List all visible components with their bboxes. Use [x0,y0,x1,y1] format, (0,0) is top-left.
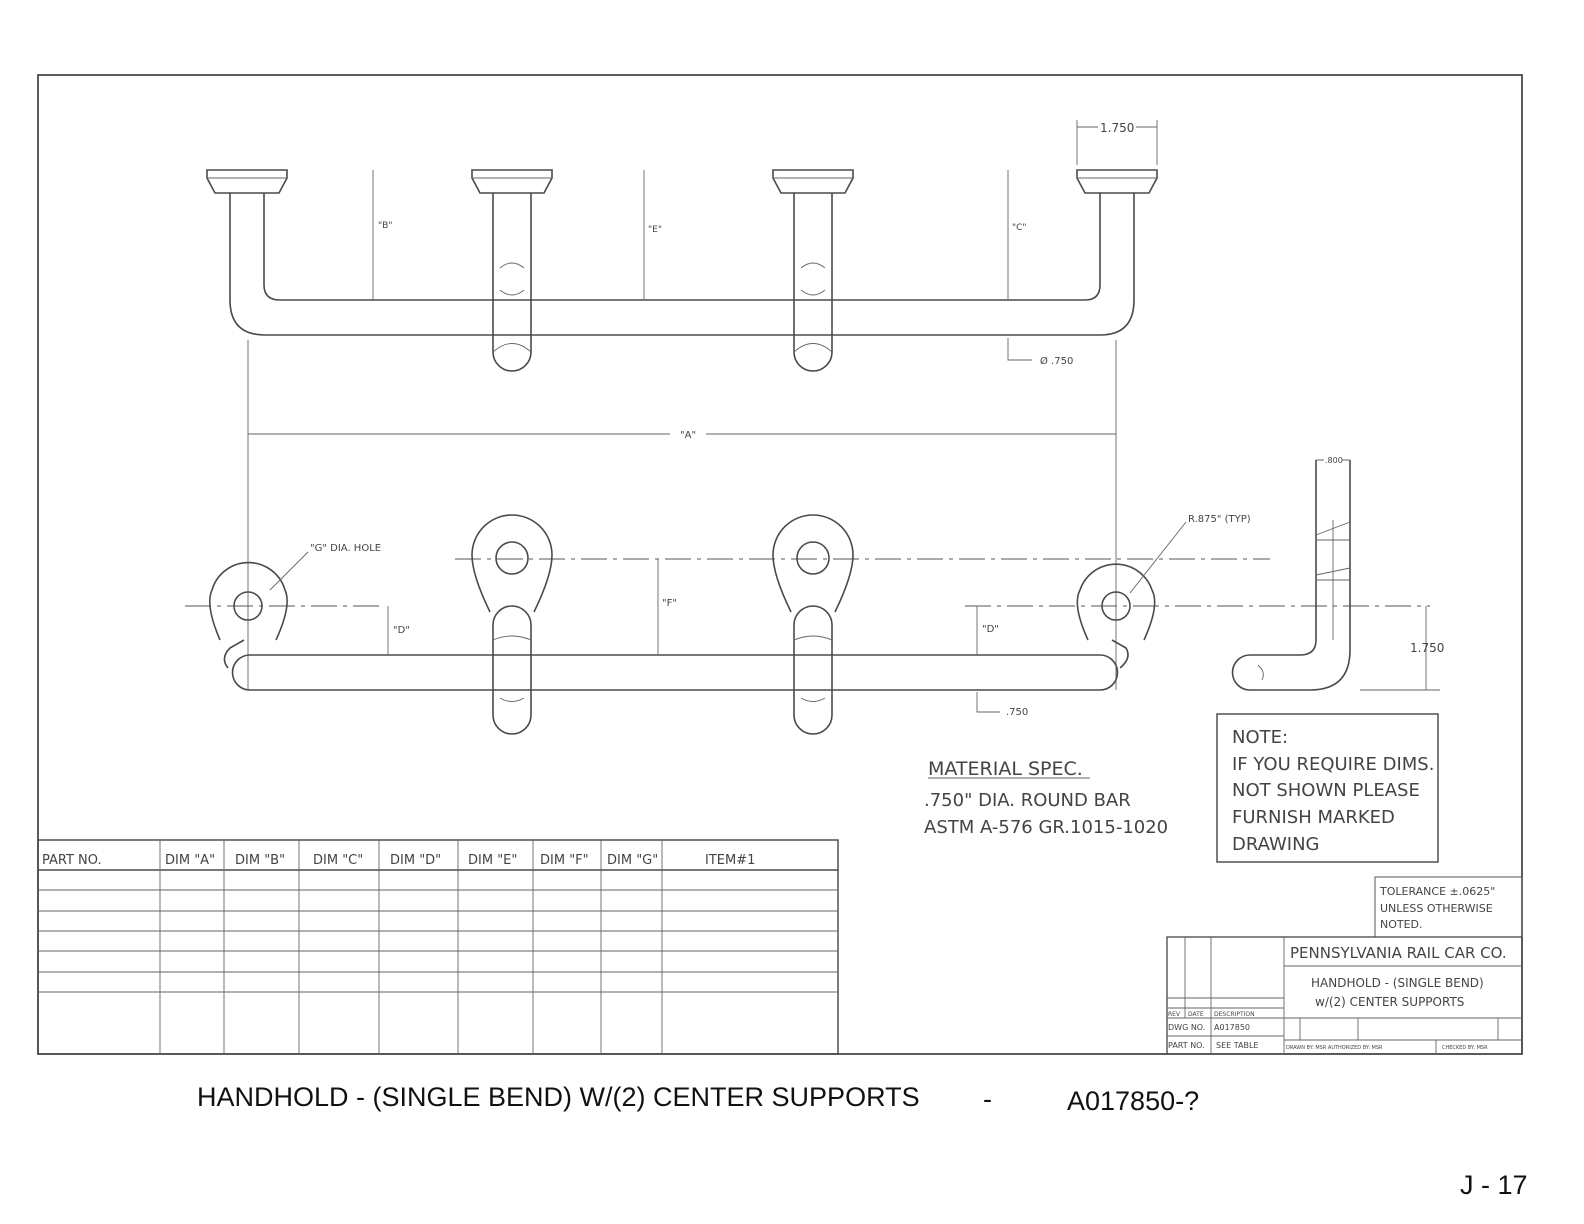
material-line1: .750" DIA. ROUND BAR [924,790,1131,811]
svg-text:TOLERANCE ±.0625": TOLERANCE ±.0625" [1380,885,1496,898]
company-name: PENNSYLVANIA RAIL CAR CO. [1290,944,1507,962]
part-no-label: PART NO. [1168,1041,1205,1050]
checked-by: CHECKED BY: MSR [1442,1045,1488,1051]
svg-text:NOTED.: NOTED. [1380,918,1423,931]
top-view [207,120,1157,371]
table-header: DIM "E" [468,853,518,868]
drawing-title-2: w/(2) CENTER SUPPORTS [1315,995,1465,1009]
dim-f: "F" [662,598,677,609]
dim-c: "C" [1012,223,1027,233]
dim-d-left: "D" [393,625,410,636]
note-line: IF YOU REQUIRE DIMS. [1232,754,1435,775]
table-header: DIM "C" [313,853,364,868]
dwg-no-label: DWG NO. [1168,1023,1206,1032]
table-header: ITEM#1 [705,853,756,868]
dim-1750-side: 1.750 [1410,641,1445,655]
table-header: DIM "F" [540,853,589,868]
material-title: MATERIAL SPEC. [928,758,1083,780]
caption-dash: - [983,1084,992,1114]
page-number: J - 17 [1460,1170,1528,1200]
parts-table [38,840,838,1054]
svg-text:"A": "A" [680,430,697,441]
table-header: DIM "B" [235,853,286,868]
table-header: DIM "D" [390,853,442,868]
table-header: PART NO. [42,853,102,868]
dwg-no-value: A017850 [1214,1023,1251,1032]
front-view [185,514,1430,734]
dim-e: "E" [648,225,662,235]
date-label: DATE [1188,1011,1204,1018]
note-line: NOT SHOWN PLEASE [1232,780,1420,801]
drawing-title-1: HANDHOLD - (SINGLE BEND) [1311,976,1484,990]
dim-1750-top: 1.750 [1100,121,1135,135]
tolerance-box [1375,877,1522,937]
drawn-by: DRAWN BY: MSR AUTHORIZED BY: MSR [1286,1045,1383,1051]
caption-number: A017850-? [1067,1086,1200,1116]
dim-a [248,340,1116,690]
side-view [1233,456,1445,690]
dim-800: .800 [1325,456,1343,465]
rev-label: REV [1168,1011,1181,1018]
label-g-hole: "G" DIA. HOLE [310,543,382,554]
svg-text:UNLESS OTHERWISE: UNLESS OTHERWISE [1380,902,1493,915]
caption-title: HANDHOLD - (SINGLE BEND) W/(2) CENTER SUPPORTS [197,1082,920,1112]
table-header: DIM "G" [607,853,659,868]
note-title: NOTE: [1232,727,1289,748]
dim-b: "B" [378,221,393,231]
dim-d-right: "D" [982,624,999,635]
title-block [1167,937,1522,1054]
desc-label: DESCRIPTION [1214,1011,1255,1018]
material-spec [924,758,1168,838]
dim-dia-750: Ø .750 [1040,356,1074,367]
note-box [1217,714,1438,862]
note-line: DRAWING [1232,834,1320,855]
label-radius: R.875" (TYP) [1188,514,1251,525]
table-header: DIM "A" [165,853,216,868]
dim-750-bottom: .750 [1006,707,1029,718]
material-line2: ASTM A-576 GR.1015-1020 [924,817,1169,838]
note-line: FURNISH MARKED [1232,807,1395,828]
part-no-value: SEE TABLE [1216,1041,1259,1050]
